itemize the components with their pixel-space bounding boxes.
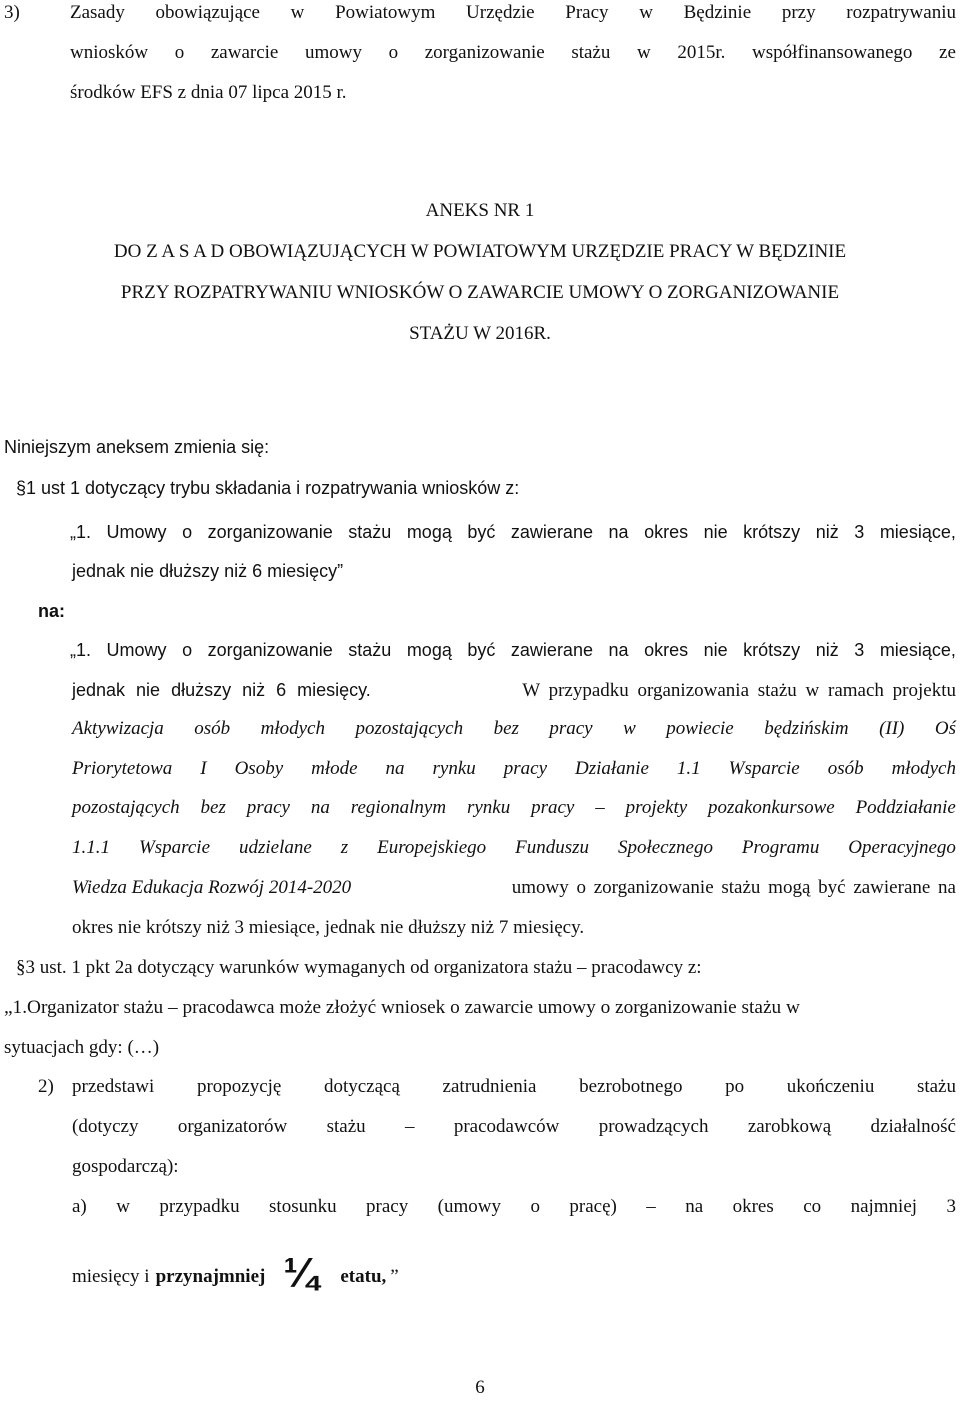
- word: stażu: [348, 522, 392, 542]
- word: co: [803, 1196, 822, 1217]
- page-number: 6: [475, 1377, 485, 1398]
- word: młodych: [260, 718, 325, 739]
- word: przy: [781, 2, 816, 23]
- word: przedstawi: [72, 1076, 155, 1097]
- word: o: [182, 522, 193, 542]
- word: okres: [644, 640, 689, 660]
- word: młodych: [891, 758, 956, 779]
- section1-line-6: okres nie krótszy niż 3 miesiące, jednak nie dłuższy niż 7 miesięcy.: [72, 917, 585, 938]
- word: nie: [703, 522, 728, 542]
- word: Działanie: [575, 758, 649, 779]
- word: Będzinie: [683, 2, 752, 23]
- word: okres: [732, 1196, 774, 1217]
- word: po: [725, 1076, 745, 1097]
- word: powiecie: [666, 718, 734, 739]
- section3-line-2: sytuacjach gdy: (…): [4, 1037, 160, 1058]
- word: krótszy: [743, 522, 801, 542]
- word: Zasady: [70, 2, 125, 23]
- italic-line-5: Wiedza Edukacja Rozwój 2014-2020: [72, 877, 352, 898]
- word: zarobkową: [747, 1116, 832, 1137]
- word: a): [72, 1196, 87, 1217]
- section1-heading: §1 ust 1 dotyczący trybu składania i rozpatrywania wniosków z:: [16, 478, 520, 498]
- new-line2-rest: W przypadku organizowania stażu w ramach projektu: [522, 680, 956, 701]
- word: zorganizowanie: [207, 640, 333, 660]
- sub-a-end: etatu,: [340, 1266, 387, 1287]
- word: pracy: [246, 797, 290, 818]
- section3-line-1: „1.Organizator stażu – pracodawca może złożyć wniosek o zawarcie umowy o zorganizowanie stażu w: [4, 997, 800, 1018]
- word: współfinansowanego: [752, 42, 913, 63]
- word: zawierane: [510, 522, 593, 542]
- word: zatrudnienia: [442, 1076, 537, 1097]
- word: Umowy: [106, 640, 167, 660]
- word: ukończeniu: [786, 1076, 875, 1097]
- word: „1.: [70, 640, 92, 660]
- word: Powiatowym: [335, 2, 436, 23]
- word: krótszy: [743, 640, 801, 660]
- section1-old-line-2: jednak nie dłuższy niż 6 miesięcy”: [72, 561, 344, 581]
- italic-line-2: [72, 758, 956, 780]
- word: na: [385, 758, 405, 779]
- word: stażu: [916, 1076, 956, 1097]
- word: obowiązujące: [155, 2, 260, 23]
- word: pozostających: [72, 797, 180, 818]
- word: w: [639, 2, 653, 23]
- word: o: [530, 1196, 540, 1217]
- word: o: [182, 640, 193, 660]
- word: propozycję: [196, 1076, 282, 1097]
- section1-old-line-1: [70, 522, 956, 543]
- word: 2015r.: [677, 42, 726, 63]
- word: 1.1: [676, 758, 701, 779]
- word: na: [685, 1196, 704, 1217]
- word: organizatorów: [177, 1116, 288, 1137]
- word: przypadku: [159, 1196, 240, 1217]
- word: rynku: [432, 758, 476, 779]
- sub-a-line-1: [72, 1196, 956, 1218]
- header-item-line-3: środków EFS z dnia 07 lipca 2015 r.: [70, 82, 347, 103]
- annex-line-3: STAŻU W 2016R.: [409, 323, 551, 344]
- word: prowadzących: [598, 1116, 709, 1137]
- annex-line-2: PRZY ROZPATRYWANIU WNIOSKÓW O ZAWARCIE UMOWY O ZORGANIZOWANIE: [120, 282, 840, 303]
- item2-number: 2): [38, 1076, 54, 1097]
- word: niż: [815, 522, 839, 542]
- intro-text: Niniejszym aneksem zmienia się:: [4, 437, 270, 457]
- italic-line-1: [72, 718, 956, 740]
- word: pracy: [531, 797, 575, 818]
- word: Priorytetowa: [72, 758, 173, 779]
- word: ze: [939, 42, 956, 63]
- word: zorganizowanie: [424, 42, 545, 63]
- word: na: [310, 797, 330, 818]
- word: miesiące,: [879, 522, 956, 542]
- word: na: [608, 522, 629, 542]
- section1-new-line-2: [72, 680, 956, 702]
- word: (umowy: [437, 1196, 501, 1217]
- word: –: [646, 1196, 656, 1217]
- word: w: [116, 1196, 130, 1217]
- na-label: na:: [38, 601, 65, 621]
- word: Oś: [934, 718, 956, 739]
- sub-a-start: miesięcy i: [72, 1266, 150, 1287]
- word: rynku: [466, 797, 511, 818]
- quarter-fraction: ¼: [283, 1249, 319, 1296]
- word: z: [340, 837, 349, 858]
- word: I: [200, 758, 207, 779]
- word: najmniej: [850, 1196, 918, 1217]
- word: 3: [946, 1196, 956, 1217]
- word: stażu: [326, 1116, 366, 1137]
- word: o: [388, 42, 399, 63]
- word: Aktywizacja: [72, 718, 164, 739]
- word: –: [595, 797, 605, 818]
- word: dotyczącą: [323, 1076, 400, 1097]
- word: pracy: [366, 1196, 409, 1217]
- new-line2-plain: jednak nie dłuższy niż 6 miesięcy.: [72, 680, 371, 700]
- word: (dotyczy: [72, 1116, 139, 1137]
- item2-line-1: [72, 1076, 956, 1098]
- word: Osoby: [234, 758, 284, 779]
- word: 3: [854, 522, 865, 542]
- word: rozpatrywaniu: [846, 2, 956, 23]
- annex-title: ANEKS NR 1: [425, 200, 535, 221]
- word: –: [405, 1116, 415, 1137]
- word: 1.1.1: [72, 837, 110, 858]
- word: (II): [879, 718, 905, 739]
- sub-a-bold: przynajmniej: [155, 1266, 266, 1287]
- word: Operacyjnego: [848, 837, 956, 858]
- word: Urzędzie: [466, 2, 535, 23]
- word: Programu: [741, 837, 820, 858]
- sub-a-line-2: [72, 1249, 399, 1296]
- word: działalność: [870, 1116, 956, 1137]
- word: być: [467, 522, 496, 542]
- word: zawarcie: [210, 42, 279, 63]
- annex-line-1: DO Z A S A D OBOWIĄZUJĄCYCH W POWIATOWYM URZĘDZIE PRACY W BĘDZINIE: [113, 241, 847, 262]
- word: wniosków: [70, 42, 149, 63]
- word: stosunku: [269, 1196, 337, 1217]
- word: osób: [827, 758, 864, 779]
- header-item-line-2: [70, 42, 956, 64]
- word: pracy: [549, 718, 593, 739]
- word: w: [290, 2, 305, 23]
- word: projekty: [625, 797, 688, 818]
- italic-line-4: [72, 837, 956, 859]
- word: bez: [493, 718, 519, 739]
- word: Wsparcie: [138, 837, 211, 858]
- word: Społecznego: [617, 837, 713, 858]
- word: pozostających: [355, 718, 464, 739]
- word: Pracy: [565, 2, 609, 23]
- word: Poddziałanie: [855, 797, 956, 818]
- word: zorganizowanie: [207, 522, 333, 542]
- word: bez: [200, 797, 226, 818]
- word: pracy: [503, 758, 548, 779]
- line5-rest: umowy o zorganizowanie stażu mogą być zawierane na: [511, 877, 956, 898]
- word: mogą: [406, 640, 452, 660]
- word: zawierane: [510, 640, 593, 660]
- word: regionalnym: [350, 797, 447, 818]
- word: pracę): [569, 1196, 617, 1217]
- italic-line-3: [72, 797, 956, 819]
- word: niż: [815, 640, 839, 660]
- section1-new-line-1: [70, 640, 956, 661]
- word: umowy: [305, 42, 362, 63]
- section1-line-5: [72, 877, 956, 899]
- word: pozakonkursowe: [708, 797, 835, 818]
- word: 3: [854, 640, 865, 660]
- section3-heading: §3 ust. 1 pkt 2a dotyczący warunków wymaganych od organizatora stażu – pracodawcy z:: [16, 957, 702, 978]
- word: okres: [644, 522, 689, 542]
- word: „1.: [70, 522, 92, 542]
- word: stażu: [571, 42, 611, 63]
- word: o: [174, 42, 185, 63]
- word: młode: [311, 758, 358, 779]
- word: nie: [703, 640, 728, 660]
- word: udzielane: [238, 837, 312, 858]
- word: w: [623, 718, 636, 739]
- word: będzińskim: [764, 718, 849, 739]
- word: stażu: [348, 640, 392, 660]
- item2-line-2: [72, 1116, 956, 1138]
- word: Europejskiego: [377, 837, 487, 858]
- word: miesiące,: [879, 640, 956, 660]
- word: na: [608, 640, 629, 660]
- word: w: [636, 42, 651, 63]
- item2-line-3: gospodarczą):: [72, 1156, 179, 1177]
- word: bezrobotnego: [579, 1076, 683, 1097]
- word: osób: [194, 718, 231, 739]
- word: Funduszu: [515, 837, 590, 858]
- word: mogą: [406, 522, 452, 542]
- header-item-number: 3): [4, 2, 20, 23]
- word: być: [467, 640, 496, 660]
- word: pracodawców: [453, 1116, 560, 1137]
- word: Wsparcie: [728, 758, 800, 779]
- sub-a-close: ”: [390, 1266, 399, 1287]
- header-item-line-1: [70, 2, 956, 24]
- word: Umowy: [106, 522, 167, 542]
